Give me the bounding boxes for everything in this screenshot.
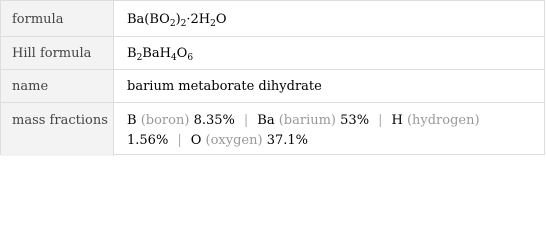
mass-fraction-item: O (oxygen) 37.1%: [190, 133, 309, 148]
hill-formula-value: [114, 37, 544, 69]
mass-fraction-item: Ba (barium) 53%: [257, 113, 370, 128]
mass-fractions-row: [1, 103, 544, 156]
hill-formula-label: Hill formula: [1, 37, 114, 69]
mass-fractions-value: [114, 103, 544, 156]
mass-fractions-label: mass fractions: [1, 103, 114, 156]
name-label: name: [1, 70, 114, 102]
formula-text: $Ba(BO_2)_2\cdot 2H_2O$: [127, 12, 227, 29]
formula-label: formula: [1, 1, 114, 36]
formula-row: [1, 1, 544, 37]
hill-formula-row: [1, 37, 544, 70]
separator: |: [243, 113, 249, 128]
separator: |: [177, 133, 182, 148]
name-value: barium metaborate dihydrate: [127, 79, 322, 94]
mass-fraction-item: B (boron) 8.35%: [127, 113, 235, 128]
name-row: [1, 70, 544, 103]
formula-value: [114, 1, 544, 36]
hill-formula-text: $B_2BaH_4O_6$: [127, 46, 194, 63]
mass-fraction-value: 1.56%: [127, 133, 169, 148]
separator: |: [378, 113, 383, 128]
mass-fraction-item: H (hydrogen): [391, 113, 480, 128]
